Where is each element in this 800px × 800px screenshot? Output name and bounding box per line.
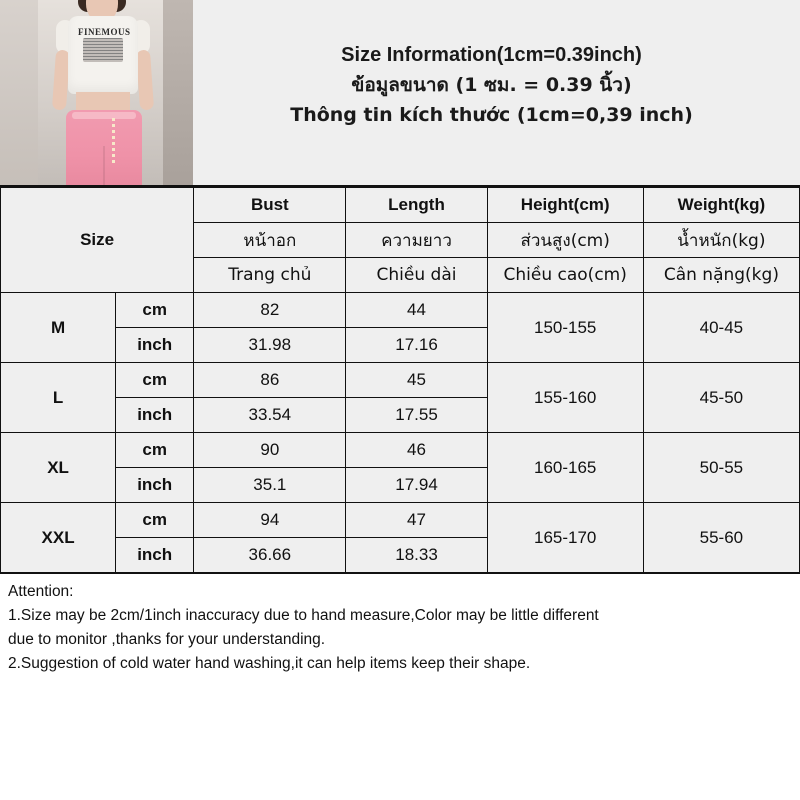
header-height-th: ส่วนสูง(cm) xyxy=(487,223,643,258)
height-l: 155-160 xyxy=(487,363,643,433)
height-xl: 160-165 xyxy=(487,433,643,503)
title-vietnamese: Thông tin kích thước (1cm=0,39 inch) xyxy=(290,104,693,126)
unit-inch-xl: inch xyxy=(116,468,194,503)
weight-m: 40-45 xyxy=(643,293,799,363)
header-height-en: Height(cm) xyxy=(487,188,643,223)
unit-inch-xxl: inch xyxy=(116,538,194,573)
attention-section xyxy=(0,573,800,684)
bust-inch-m: 31.98 xyxy=(194,328,346,363)
attention-heading: Attention: xyxy=(8,583,74,600)
length-cm-l: 45 xyxy=(346,363,487,398)
header-size-label: Size xyxy=(1,188,194,293)
unit-cm-xxl: cm xyxy=(116,503,194,538)
unit-cm-xl: cm xyxy=(116,433,194,468)
bust-cm-xl: 90 xyxy=(194,433,346,468)
unit-cm-m: cm xyxy=(116,293,194,328)
header-length-en: Length xyxy=(346,188,487,223)
header-section xyxy=(0,0,800,187)
attention-line-2: 2.Suggestion of cold water hand washing,it can help items keep their shape. xyxy=(8,655,531,672)
model-belt xyxy=(72,112,136,119)
shirt-print-brand: FINEMOUS xyxy=(78,27,131,37)
header-bust-en: Bust xyxy=(194,188,346,223)
row-size-m: M xyxy=(1,293,116,363)
table-row xyxy=(1,293,800,328)
bust-inch-xxl: 36.66 xyxy=(194,538,346,573)
size-table xyxy=(0,187,800,573)
weight-xl: 50-55 xyxy=(643,433,799,503)
length-inch-xxl: 18.33 xyxy=(346,538,487,573)
row-size-l: L xyxy=(1,363,116,433)
header-length-th: ความยาว xyxy=(346,223,487,258)
header-bust-th: หน้าอก xyxy=(194,223,346,258)
header-bust-vi: Trang chủ xyxy=(194,258,346,293)
row-size-xxl: XXL xyxy=(1,503,116,573)
row-size-xl: XL xyxy=(1,433,116,503)
title-english: Size Information(1cm=0.39inch) xyxy=(341,44,642,66)
unit-cm-l: cm xyxy=(116,363,194,398)
length-inch-m: 17.16 xyxy=(346,328,487,363)
footer-spacer xyxy=(0,684,800,744)
weight-l: 45-50 xyxy=(643,363,799,433)
attention-line-1b: due to monitor ,thanks for your understanding. xyxy=(8,631,326,648)
table-row xyxy=(1,503,800,538)
length-inch-l: 17.55 xyxy=(346,398,487,433)
photo-background-left xyxy=(0,0,38,185)
length-inch-xl: 17.94 xyxy=(346,468,487,503)
title-block xyxy=(193,0,800,130)
header-weight-th: น้ำหนัก(kg) xyxy=(643,223,799,258)
bust-cm-m: 82 xyxy=(194,293,346,328)
shirt-print xyxy=(78,27,131,76)
weight-xxl: 55-60 xyxy=(643,503,799,573)
bust-inch-l: 33.54 xyxy=(194,398,346,433)
unit-inch-m: inch xyxy=(116,328,194,363)
attention-line-1a: 1.Size may be 2cm/1inch inaccuracy due to hand measure,Color may be little different xyxy=(8,607,599,624)
table-header-row-en xyxy=(1,188,800,223)
header-length-vi: Chiều dài xyxy=(346,258,487,293)
bust-inch-xl: 35.1 xyxy=(194,468,346,503)
product-photo xyxy=(0,0,193,185)
header-weight-vi: Cân nặng(kg) xyxy=(643,258,799,293)
photo-background-right xyxy=(163,0,193,185)
header-weight-en: Weight(kg) xyxy=(643,188,799,223)
table-row xyxy=(1,363,800,398)
bust-cm-xxl: 94 xyxy=(194,503,346,538)
header-height-vi: Chiều cao(cm) xyxy=(487,258,643,293)
height-m: 150-155 xyxy=(487,293,643,363)
unit-inch-l: inch xyxy=(116,398,194,433)
shirt-print-graphic xyxy=(83,38,123,62)
table-row xyxy=(1,433,800,468)
title-thai: ข้อมูลขนาด (1 ซม. = 0.39 นิ้ว) xyxy=(351,74,632,96)
length-cm-xl: 46 xyxy=(346,433,487,468)
length-cm-m: 44 xyxy=(346,293,487,328)
model-waist-chain xyxy=(112,118,115,166)
bust-cm-l: 86 xyxy=(194,363,346,398)
model-leg-split xyxy=(103,146,105,185)
height-xxl: 165-170 xyxy=(487,503,643,573)
length-cm-xxl: 47 xyxy=(346,503,487,538)
